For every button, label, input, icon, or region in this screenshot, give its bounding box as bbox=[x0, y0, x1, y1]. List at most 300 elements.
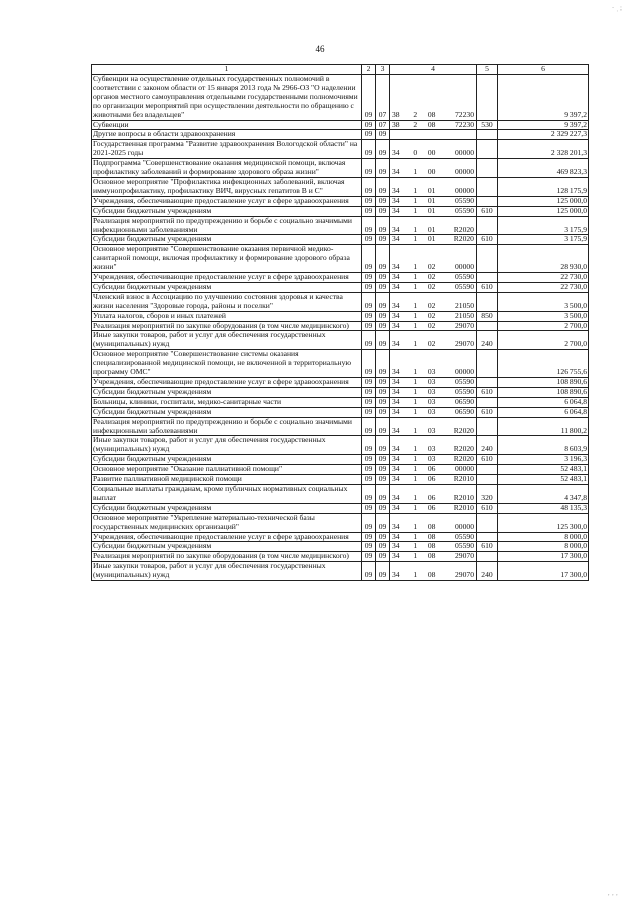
row-subsection: 09 bbox=[376, 397, 390, 407]
article-direction: 29070 bbox=[455, 551, 474, 561]
target-article-parts bbox=[390, 504, 476, 513]
row-target-article bbox=[390, 532, 477, 542]
table-row bbox=[92, 350, 589, 378]
article-program: 34 bbox=[392, 541, 400, 551]
target-article-parts bbox=[390, 368, 476, 377]
target-article-parts bbox=[390, 533, 476, 542]
row-section: 09 bbox=[362, 532, 376, 542]
target-article-parts bbox=[390, 398, 476, 407]
article-program: 34 bbox=[392, 454, 400, 464]
article-event: 03 bbox=[427, 377, 436, 386]
table-row bbox=[92, 378, 589, 388]
article-direction: 05590 bbox=[455, 387, 474, 396]
row-expense-type: 610 bbox=[477, 407, 498, 417]
row-target-article bbox=[390, 552, 477, 562]
row-section: 09 bbox=[362, 562, 376, 581]
header-col-5: 5 bbox=[477, 65, 498, 75]
row-amount: 2 328 201,3 bbox=[498, 140, 589, 159]
row-subsection: 09 bbox=[376, 245, 390, 273]
row-target-article bbox=[390, 235, 477, 245]
row-section: 09 bbox=[362, 245, 376, 273]
article-event: 02 bbox=[427, 282, 436, 291]
article-program: 34 bbox=[392, 397, 400, 406]
row-target-article bbox=[390, 216, 477, 235]
article-program: 34 bbox=[392, 167, 400, 177]
row-subsection: 09 bbox=[376, 350, 390, 378]
row-amount: 6 064,8 bbox=[498, 407, 589, 417]
article-program: 34 bbox=[392, 551, 400, 561]
article-event: 08 bbox=[427, 521, 436, 531]
row-target-article bbox=[390, 484, 477, 503]
table-row bbox=[92, 159, 589, 178]
row-name: Субсидии бюджетным учреждениям bbox=[92, 235, 362, 245]
row-subsection: 09 bbox=[376, 130, 390, 140]
header-col-3: 3 bbox=[376, 65, 390, 75]
row-target-article bbox=[390, 273, 477, 283]
table-row bbox=[92, 311, 589, 321]
row-amount: 108 890,6 bbox=[498, 387, 589, 397]
row-amount: 8 000,0 bbox=[498, 542, 589, 552]
row-expense-type bbox=[477, 350, 498, 378]
table-row bbox=[92, 513, 589, 532]
row-expense-type bbox=[477, 321, 498, 331]
article-event: 03 bbox=[427, 425, 436, 435]
row-target-article bbox=[390, 120, 477, 130]
table-body bbox=[92, 65, 589, 581]
row-subsection: 09 bbox=[376, 387, 390, 397]
article-subprogram: 1 bbox=[413, 224, 418, 234]
target-article-parts bbox=[390, 427, 476, 436]
table-row bbox=[92, 292, 589, 311]
table-row bbox=[92, 235, 589, 245]
row-amount: 52 483,1 bbox=[498, 465, 589, 475]
target-article-parts bbox=[390, 322, 476, 331]
article-direction: R2010 bbox=[453, 503, 474, 512]
article-event: 00 bbox=[427, 148, 436, 158]
article-event: 02 bbox=[427, 339, 436, 349]
row-name: Реализация мероприятий по предупреждению и борьбе с социально значимыми инфекционными заболеваниями bbox=[92, 216, 362, 235]
article-direction: 05590 bbox=[455, 541, 474, 551]
row-expense-type bbox=[477, 397, 498, 407]
row-expense-type: 530 bbox=[477, 120, 498, 130]
article-subprogram: 1 bbox=[413, 521, 418, 531]
article-event: 01 bbox=[427, 185, 436, 195]
article-event: 00 bbox=[427, 167, 436, 177]
row-expense-type bbox=[477, 532, 498, 542]
row-section: 09 bbox=[362, 177, 376, 196]
row-target-article bbox=[390, 542, 477, 552]
row-amount: 125 000,0 bbox=[498, 196, 589, 206]
row-expense-type: 610 bbox=[477, 542, 498, 552]
target-article-parts bbox=[390, 455, 476, 464]
row-expense-type bbox=[477, 292, 498, 311]
row-subsection: 09 bbox=[376, 140, 390, 159]
target-article-parts bbox=[390, 149, 476, 158]
article-event: 01 bbox=[427, 234, 436, 244]
header-col-6: 6 bbox=[498, 65, 589, 75]
target-article-parts bbox=[390, 388, 476, 397]
table-row bbox=[92, 455, 589, 465]
row-section: 09 bbox=[362, 378, 376, 388]
row-section: 09 bbox=[362, 513, 376, 532]
article-event: 02 bbox=[427, 321, 436, 330]
row-subsection: 09 bbox=[376, 552, 390, 562]
row-section: 09 bbox=[362, 350, 376, 378]
row-expense-type bbox=[477, 245, 498, 273]
row-section: 09 bbox=[362, 140, 376, 159]
target-article-parts bbox=[390, 552, 476, 561]
article-direction: 06590 bbox=[455, 397, 474, 406]
row-name: Иные закупки товаров, работ и услуг для обеспечения государственных (муниципальных) нужд bbox=[92, 562, 362, 581]
row-name: Основное мероприятие "Совершенствование оказания первичной медико-санитарной помощи, включая профилактику и формирование здорового образа жизни" bbox=[92, 245, 362, 273]
row-section: 09 bbox=[362, 311, 376, 321]
row-amount: 3 196,3 bbox=[498, 455, 589, 465]
row-expense-type: 610 bbox=[477, 206, 498, 216]
row-name: Субвенции bbox=[92, 120, 362, 130]
article-subprogram: 1 bbox=[413, 339, 418, 349]
row-section: 09 bbox=[362, 75, 376, 121]
row-subsection: 09 bbox=[376, 311, 390, 321]
article-subprogram: 1 bbox=[413, 464, 418, 474]
row-amount: 8 000,0 bbox=[498, 532, 589, 542]
row-section: 09 bbox=[362, 331, 376, 350]
header-col-4: 4 bbox=[390, 65, 477, 75]
article-direction: 00000 bbox=[455, 521, 474, 531]
row-amount: 108 890,6 bbox=[498, 378, 589, 388]
row-amount: 8 603,9 bbox=[498, 436, 589, 455]
article-subprogram: 1 bbox=[413, 474, 418, 484]
article-event: 02 bbox=[427, 272, 436, 282]
row-subsection: 09 bbox=[376, 177, 390, 196]
page-number: 46 bbox=[315, 44, 325, 54]
article-event: 08 bbox=[427, 570, 436, 580]
table-row bbox=[92, 245, 589, 273]
article-program: 34 bbox=[392, 425, 400, 435]
row-subsection: 09 bbox=[376, 542, 390, 552]
row-expense-type: 610 bbox=[477, 455, 498, 465]
article-subprogram: 1 bbox=[413, 196, 418, 205]
table-row bbox=[92, 206, 589, 216]
article-subprogram: 1 bbox=[413, 262, 418, 272]
article-program: 34 bbox=[392, 311, 400, 320]
article-direction: 05590 bbox=[455, 272, 474, 282]
article-direction: R2020 bbox=[453, 454, 474, 464]
row-amount: 28 930,0 bbox=[498, 245, 589, 273]
row-amount: 22 730,0 bbox=[498, 282, 589, 292]
article-direction: R2010 bbox=[453, 492, 474, 502]
row-target-article bbox=[390, 140, 477, 159]
row-amount: 11 800,2 bbox=[498, 417, 589, 436]
table-row bbox=[92, 562, 589, 581]
row-name: Подпрограмма "Совершенствование оказания медицинской помощи, включая профилактику заболеваний и формирование здорового образа жизни" bbox=[92, 159, 362, 178]
row-target-article bbox=[390, 75, 477, 121]
table-row bbox=[92, 216, 589, 235]
article-program: 34 bbox=[392, 570, 400, 580]
row-expense-type bbox=[477, 75, 498, 121]
row-subsection: 09 bbox=[376, 455, 390, 465]
article-subprogram: 1 bbox=[413, 185, 418, 195]
article-subprogram: 1 bbox=[413, 570, 418, 580]
article-program: 34 bbox=[392, 532, 400, 541]
article-event: 08 bbox=[427, 120, 436, 129]
row-subsection: 09 bbox=[376, 273, 390, 283]
article-subprogram: 1 bbox=[413, 425, 418, 435]
row-name: Учреждения, обеспечивающие предоставление услуг в сфере здравоохранения bbox=[92, 532, 362, 542]
article-subprogram: 1 bbox=[413, 407, 418, 416]
table-row bbox=[92, 75, 589, 121]
article-subprogram: 0 bbox=[413, 148, 418, 158]
row-name: Основное мероприятие "Совершенствование системы оказания специализированной медицинской помощи, не включенной в территориальную программу ОМС" bbox=[92, 350, 362, 378]
article-event: 01 bbox=[427, 224, 436, 234]
article-direction: R2010 bbox=[453, 474, 474, 484]
row-target-article bbox=[390, 417, 477, 436]
row-subsection: 09 bbox=[376, 503, 390, 513]
target-article-parts bbox=[390, 408, 476, 417]
row-target-article bbox=[390, 378, 477, 388]
article-event: 03 bbox=[427, 407, 436, 416]
row-target-article bbox=[390, 350, 477, 378]
article-event: 03 bbox=[427, 367, 436, 377]
header-col-2: 2 bbox=[362, 65, 376, 75]
article-event: 01 bbox=[427, 196, 436, 205]
row-target-article bbox=[390, 177, 477, 196]
row-subsection: 09 bbox=[376, 292, 390, 311]
row-section: 09 bbox=[362, 542, 376, 552]
row-section: 09 bbox=[362, 282, 376, 292]
row-name: Социальные выплаты гражданам, кроме публичных нормативных социальных выплат bbox=[92, 484, 362, 503]
article-subprogram: 1 bbox=[413, 387, 418, 396]
article-subprogram: 1 bbox=[413, 206, 418, 215]
article-subprogram: 1 bbox=[413, 532, 418, 541]
row-expense-type: 610 bbox=[477, 282, 498, 292]
budget-table bbox=[91, 64, 589, 581]
article-program: 34 bbox=[392, 282, 400, 291]
row-expense-type bbox=[477, 475, 498, 485]
target-article-parts bbox=[390, 523, 476, 532]
row-expense-type bbox=[477, 513, 498, 532]
table-header-row bbox=[92, 65, 589, 75]
row-target-article bbox=[390, 387, 477, 397]
article-subprogram: 1 bbox=[413, 367, 418, 377]
row-amount: 48 135,3 bbox=[498, 503, 589, 513]
article-program: 34 bbox=[392, 503, 400, 512]
row-subsection: 09 bbox=[376, 436, 390, 455]
article-direction: 21050 bbox=[455, 311, 474, 320]
target-article-parts bbox=[390, 207, 476, 216]
target-article-parts bbox=[390, 312, 476, 321]
row-amount: 52 483,1 bbox=[498, 475, 589, 485]
article-subprogram: 1 bbox=[413, 551, 418, 561]
target-article-parts bbox=[390, 542, 476, 551]
article-subprogram: 1 bbox=[413, 167, 418, 177]
target-article-parts bbox=[390, 475, 476, 484]
table-row bbox=[92, 542, 589, 552]
article-event: 03 bbox=[427, 444, 436, 454]
article-event: 01 bbox=[427, 206, 436, 215]
article-event: 08 bbox=[427, 109, 436, 119]
row-subsection: 09 bbox=[376, 196, 390, 206]
row-expense-type bbox=[477, 465, 498, 475]
article-event: 03 bbox=[427, 397, 436, 406]
row-amount: 3 175,9 bbox=[498, 235, 589, 245]
row-target-article bbox=[390, 311, 477, 321]
article-direction: 00000 bbox=[455, 262, 474, 272]
table-row bbox=[92, 120, 589, 130]
row-name: Субсидии бюджетным учреждениям bbox=[92, 387, 362, 397]
row-expense-type bbox=[477, 216, 498, 235]
article-direction: 00000 bbox=[455, 464, 474, 474]
row-expense-type bbox=[477, 159, 498, 178]
row-section: 09 bbox=[362, 216, 376, 235]
article-direction: 00000 bbox=[455, 148, 474, 158]
target-article-parts bbox=[390, 226, 476, 235]
row-subsection: 09 bbox=[376, 484, 390, 503]
article-direction: 29070 bbox=[455, 339, 474, 349]
article-program: 34 bbox=[392, 196, 400, 205]
row-target-article bbox=[390, 282, 477, 292]
row-subsection: 09 bbox=[376, 378, 390, 388]
header-col-1: 1 bbox=[92, 65, 362, 75]
row-expense-type bbox=[477, 177, 498, 196]
article-direction: 29070 bbox=[455, 321, 474, 330]
row-name: Субсидии бюджетным учреждениям bbox=[92, 282, 362, 292]
article-subprogram: 1 bbox=[413, 397, 418, 406]
row-expense-type: 240 bbox=[477, 562, 498, 581]
row-section: 09 bbox=[362, 552, 376, 562]
row-target-article bbox=[390, 196, 477, 206]
row-name: Субсидии бюджетным учреждениям bbox=[92, 206, 362, 216]
row-name: Реализация мероприятий по предупреждению и борьбе с социально значимыми инфекционными заболеваниями bbox=[92, 417, 362, 436]
article-subprogram: 1 bbox=[413, 377, 418, 386]
article-program: 34 bbox=[392, 339, 400, 349]
row-name: Членский взнос в Ассоциацию по улучшению состояния здоровья и качества жизни населения "Здоровые города, районы и поселки" bbox=[92, 292, 362, 311]
row-section: 09 bbox=[362, 235, 376, 245]
article-subprogram: 1 bbox=[413, 444, 418, 454]
table-row bbox=[92, 387, 589, 397]
article-direction: 72230 bbox=[455, 109, 474, 119]
article-direction: 05590 bbox=[455, 282, 474, 291]
article-subprogram: 1 bbox=[413, 454, 418, 464]
row-expense-type: 610 bbox=[477, 235, 498, 245]
table-row bbox=[92, 417, 589, 436]
row-name: Государственная программа "Развитие здравоохранения Вологодской области" на 2021-2025 годы bbox=[92, 140, 362, 159]
row-subsection: 09 bbox=[376, 513, 390, 532]
row-target-article bbox=[390, 475, 477, 485]
article-event: 02 bbox=[427, 300, 436, 310]
table-row bbox=[92, 465, 589, 475]
article-direction: 05590 bbox=[455, 532, 474, 541]
row-subsection: 09 bbox=[376, 562, 390, 581]
row-section: 09 bbox=[362, 292, 376, 311]
article-event: 03 bbox=[427, 454, 436, 464]
row-name: Развитие паллиативной медицинской помощи bbox=[92, 475, 362, 485]
row-expense-type: 610 bbox=[477, 503, 498, 513]
row-section: 09 bbox=[362, 465, 376, 475]
row-name: Субсидии бюджетным учреждениям bbox=[92, 455, 362, 465]
row-section: 09 bbox=[362, 130, 376, 140]
row-section: 09 bbox=[362, 159, 376, 178]
article-direction: R2020 bbox=[453, 234, 474, 244]
article-program: 34 bbox=[392, 464, 400, 474]
row-amount: 6 064,8 bbox=[498, 397, 589, 407]
row-target-article bbox=[390, 465, 477, 475]
table-row bbox=[92, 331, 589, 350]
article-direction: 05590 bbox=[455, 377, 474, 386]
article-direction: 00000 bbox=[455, 167, 474, 177]
row-name: Учреждения, обеспечивающие предоставление услуг в сфере здравоохранения bbox=[92, 378, 362, 388]
row-amount: 22 730,0 bbox=[498, 273, 589, 283]
target-article-parts bbox=[390, 197, 476, 206]
target-article-parts bbox=[390, 302, 476, 311]
row-expense-type bbox=[477, 552, 498, 562]
row-expense-type: 850 bbox=[477, 311, 498, 321]
row-section: 09 bbox=[362, 273, 376, 283]
row-subsection: 09 bbox=[376, 532, 390, 542]
article-direction: R2020 bbox=[453, 425, 474, 435]
row-amount: 9 397,2 bbox=[498, 120, 589, 130]
article-program: 34 bbox=[392, 321, 400, 330]
row-subsection: 09 bbox=[376, 465, 390, 475]
row-section: 09 bbox=[362, 503, 376, 513]
target-article-parts bbox=[390, 378, 476, 387]
table-row bbox=[92, 140, 589, 159]
article-event: 08 bbox=[427, 551, 436, 561]
article-program: 38 bbox=[392, 109, 400, 119]
row-section: 09 bbox=[362, 455, 376, 465]
article-direction: 05590 bbox=[455, 196, 474, 205]
row-section: 09 bbox=[362, 206, 376, 216]
table-row bbox=[92, 321, 589, 331]
row-section: 09 bbox=[362, 436, 376, 455]
target-article-parts bbox=[390, 445, 476, 454]
row-expense-type bbox=[477, 196, 498, 206]
row-target-article bbox=[390, 436, 477, 455]
row-name: Другие вопросы в области здравоохранения bbox=[92, 130, 362, 140]
table-row bbox=[92, 177, 589, 196]
article-subprogram: 1 bbox=[413, 234, 418, 244]
target-article-parts bbox=[390, 121, 476, 130]
article-subprogram: 1 bbox=[413, 272, 418, 282]
row-amount: 469 823,3 bbox=[498, 159, 589, 178]
row-amount: 9 397,2 bbox=[498, 75, 589, 121]
row-amount: 3 500,0 bbox=[498, 311, 589, 321]
article-subprogram: 1 bbox=[413, 492, 418, 502]
row-target-article bbox=[390, 397, 477, 407]
row-expense-type: 320 bbox=[477, 484, 498, 503]
row-expense-type bbox=[477, 417, 498, 436]
corner-mark: · ˌ ; bbox=[611, 4, 622, 12]
row-name: Субвенции на осуществление отдельных государственных полномочий в соответствии с законом области от 15 января 2013 года № 2966-ОЗ "О наделении органов местного самоуправления отдельными государственными полномочиями по организации мероприятий при осуществлении деятельности по обращению с животными без владельцев" bbox=[92, 75, 362, 121]
row-name: Субсидии бюджетным учреждениям bbox=[92, 542, 362, 552]
row-target-article bbox=[390, 321, 477, 331]
row-subsection: 09 bbox=[376, 331, 390, 350]
target-article-parts bbox=[390, 263, 476, 272]
row-name: Уплата налогов, сборов и иных платежей bbox=[92, 311, 362, 321]
row-name: Иные закупки товаров, работ и услуг для обеспечения государственных (муниципальных) нужд bbox=[92, 331, 362, 350]
table-row bbox=[92, 503, 589, 513]
row-amount: 3 500,0 bbox=[498, 292, 589, 311]
target-article-parts bbox=[390, 111, 476, 120]
target-article-parts bbox=[390, 283, 476, 292]
row-name: Субсидии бюджетным учреждениям bbox=[92, 503, 362, 513]
target-article-parts bbox=[390, 571, 476, 580]
row-subsection: 09 bbox=[376, 206, 390, 216]
row-section: 09 bbox=[362, 407, 376, 417]
row-section: 09 bbox=[362, 397, 376, 407]
article-program: 34 bbox=[392, 367, 400, 377]
row-amount: 2 329 227,3 bbox=[498, 130, 589, 140]
row-target-article bbox=[390, 292, 477, 311]
